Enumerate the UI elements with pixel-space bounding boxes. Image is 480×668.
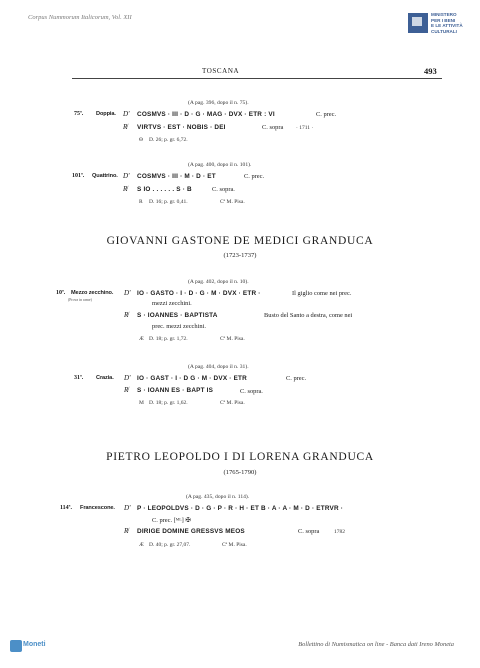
corpus-header: Corpus Nummorum Italicorum, Vol. XII	[28, 14, 132, 21]
page-number: 493	[424, 66, 437, 76]
obverse-legend: IO · GAST · I · D G · M · DVX · ETR	[137, 375, 247, 382]
obverse-description: C. prec.	[244, 173, 265, 180]
reverse-mark: R̸	[124, 386, 129, 394]
entry-denomination: Quattrino.	[92, 173, 118, 179]
ministry-logo-text: MINISTERO PER I BENI E LE ATTIVITÀ CULTURALI	[431, 12, 463, 34]
coin-measure: D. 40; p. gr. 27,07.	[149, 542, 191, 548]
obverse-mark: D'	[124, 374, 131, 382]
coin-measure: D. 26; p. gr. 6,72.	[149, 137, 188, 143]
obverse-mark: D'	[124, 289, 131, 297]
coin-measure: D. 18; p. gr. 1,72.	[149, 336, 188, 342]
entry-note: (Prova in rame)	[68, 298, 92, 302]
entry-reference: (A pag. 396, dopo il n. 75).	[188, 100, 249, 106]
reverse-mark: R̸	[124, 311, 129, 319]
obverse-legend: IO · GASTO · I · D · G · M · DVX · ETR ·	[137, 290, 261, 297]
entry-denomination: Crazia.	[96, 375, 114, 381]
entry-denomination: Mezzo zecchino.	[71, 290, 114, 296]
section-dates: (1765-1790)	[223, 469, 257, 476]
entry-reference: (A pag. 402, dopo il n. 10).	[188, 279, 249, 285]
entry-number: 31ª.	[74, 375, 84, 381]
reverse-extra: 1782	[334, 529, 345, 535]
coin-measure: D. 16; p. gr. 0,41.	[149, 199, 188, 205]
header-rule	[72, 78, 442, 79]
obverse-legend: COSMVS · III · D · G · MAG · DVX · ETR : VI	[137, 111, 275, 118]
metal-mark: Æ	[139, 336, 144, 342]
reverse-description-cont: prec. mezzi zecchini.	[152, 323, 206, 330]
reverse-description: C. sopra	[298, 528, 320, 535]
entry-number: 75ª.	[74, 111, 84, 117]
obverse-mark: D'	[124, 504, 131, 512]
obverse-description: Il giglio come nei prec.	[292, 290, 352, 297]
entry-reference: (A pag. 404, dopo il n. 31).	[188, 364, 249, 370]
reverse-legend: VIRTVS · EST · NOBIS · DEI	[137, 124, 226, 131]
collection-location: Cª M. Pisa.	[220, 400, 245, 406]
collection-location: Cª M. Pisa.	[220, 199, 245, 205]
reverse-legend: S · IOANNES · BAPTISTA	[137, 312, 218, 319]
running-head-title: TOSCANA	[202, 67, 240, 75]
obverse-legend: COSMVS · III · M · D · ET	[137, 173, 216, 180]
reverse-description: C. sopra	[262, 124, 284, 131]
section-title: PIETRO LEOPOLDO I DI LORENA GRANDUCA	[106, 451, 374, 463]
reverse-description: C. sopra.	[212, 186, 235, 193]
reverse-legend: DIRIGE DOMINE GRESSVS MEOS	[137, 528, 245, 535]
entry-reference: (A pag. 400, dopo il n. 101).	[188, 162, 252, 168]
collection-location: Cª M. Pisa.	[220, 336, 245, 342]
entry-number: 101ª.	[72, 173, 85, 179]
obverse-legend: P · LEOPOLDVS · D · G · P · R · H · ET B · A · A · M · D · ETRVR ·	[137, 505, 344, 512]
reverse-mark: R̸	[123, 185, 128, 193]
obverse-description-cont: mezzi zecchini.	[152, 300, 192, 307]
footer-credit: Bollettino di Numismatica on line - Banca dati Ireno Moneta	[298, 641, 454, 648]
entry-reference: (A pag. 435, dopo il n. 114).	[186, 494, 250, 500]
reverse-legend: S IO . . . . . . S · B	[137, 186, 192, 193]
obverse-description: C. prec.	[286, 375, 307, 382]
entry-number: 10ª.	[56, 290, 66, 296]
reverse-description: Busto del Santo a destra, come nei	[264, 312, 353, 319]
section-dates: (1723-1737)	[223, 252, 257, 259]
reverse-legend: S · IOANN ES · BAPT IS	[137, 387, 214, 394]
metal-mark: R	[139, 199, 143, 205]
metal-mark: M	[139, 400, 144, 406]
entry-denomination: Doppia.	[96, 111, 116, 117]
metal-mark: Θ	[139, 137, 143, 143]
section-title: GIOVANNI GASTONE DE MEDICI GRANDUCA	[106, 235, 374, 247]
reverse-mark: R̸	[123, 123, 128, 131]
obverse-mark: D'	[123, 172, 130, 180]
obverse-description: C. prec.	[316, 111, 337, 118]
entry-denomination: Francescone.	[80, 505, 115, 511]
obverse-mark: D'	[123, 110, 130, 118]
reverse-extra: · 1711 ·	[296, 125, 314, 131]
entry-number: 114ª.	[60, 505, 72, 511]
collection-location: Cª M. Pisa.	[222, 542, 247, 548]
ministry-logo-icon	[408, 13, 428, 33]
reverse-description: C. sopra.	[240, 388, 263, 395]
reverse-mark: R̸	[124, 527, 129, 535]
coin-measure: D. 18; p. gr. 1,62.	[149, 400, 188, 406]
obverse-description: C. prec. [ᴹᴸ] ✠	[152, 517, 191, 524]
moneti-logo-icon	[10, 640, 22, 652]
moneti-logo-text: Moneti	[23, 641, 46, 648]
moneti-logo	[10, 640, 44, 656]
metal-mark: Æ	[139, 542, 144, 548]
